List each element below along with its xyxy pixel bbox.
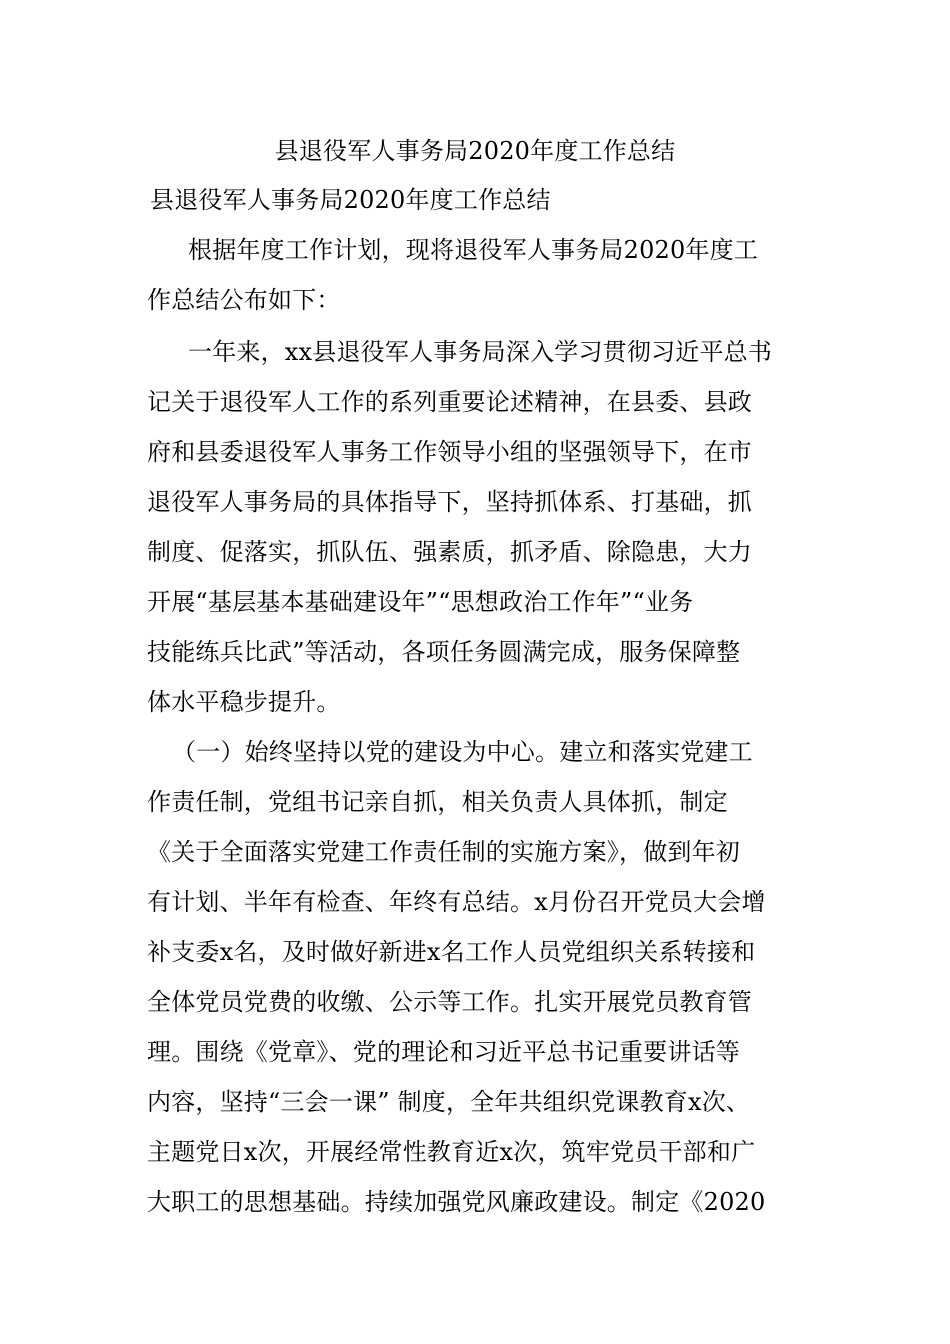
paragraph-line: 记关于退役军人工作的系列重要论述精神，在县委、县政: [147, 388, 752, 416]
paragraph-line: （一）始终坚持以党的建设为中心。建立和落实党建工: [172, 738, 753, 766]
paragraph-line: 体水平稳步提升。: [147, 688, 341, 716]
document-subtitle: 县退役军人事务局2020年度工作总结: [150, 186, 551, 214]
paragraph-line: 根据年度工作计划，现将退役军人事务局2020年度工: [188, 236, 759, 264]
paragraph-line: 技能练兵比武”等活动，各项任务圆满完成，服务保障整: [147, 638, 741, 666]
paragraph-line: 补支委x名，及时做好新进x名工作人员党组织关系转接和: [147, 938, 756, 966]
paragraph-line: 理。围绕《党章》、党的理论和习近平总书记重要讲话等: [147, 1038, 740, 1066]
paragraph-line: 开展“基层基本基础建设年”“思想政治工作年”“业务: [147, 588, 694, 616]
paragraph-line: 府和县委退役军人事务工作领导小组的坚强领导下，在市: [147, 438, 752, 466]
paragraph-line: 内容，坚持“三会一课” 制度，全年共组织党课教育x次、: [147, 1088, 751, 1116]
paragraph-line: 全体党员党费的收缴、公示等工作。扎实开展党员教育管: [147, 988, 752, 1016]
paragraph-line: 作总结公布如下：: [147, 286, 341, 314]
paragraph-line: 有计划、半年有检查、年终有总结。x月份召开党员大会增: [147, 888, 766, 916]
paragraph-line: 退役军人事务局的具体指导下，坚持抓体系、打基础，抓: [147, 488, 752, 516]
paragraph-line: 主题党日x次，开展经常性教育近x次，筑牢党员干部和广: [147, 1138, 756, 1166]
paragraph-line: 大职工的思想基础。持续加强党风廉政建设。制定《2020: [147, 1188, 766, 1216]
paragraph-line: 一年来，xx县退役军人事务局深入学习贯彻习近平总书: [188, 338, 773, 366]
document-title: 县退役军人事务局2020年度工作总结: [274, 137, 676, 165]
paragraph-line: 制度、促落实，抓队伍、强素质，抓矛盾、除隐患，大力: [147, 538, 752, 566]
paragraph-line: 《关于全面落实党建工作责任制的实施方案》，做到年初: [147, 838, 740, 866]
paragraph-line: 作责任制，党组书记亲自抓，相关负责人具体抓，制定: [147, 788, 728, 816]
